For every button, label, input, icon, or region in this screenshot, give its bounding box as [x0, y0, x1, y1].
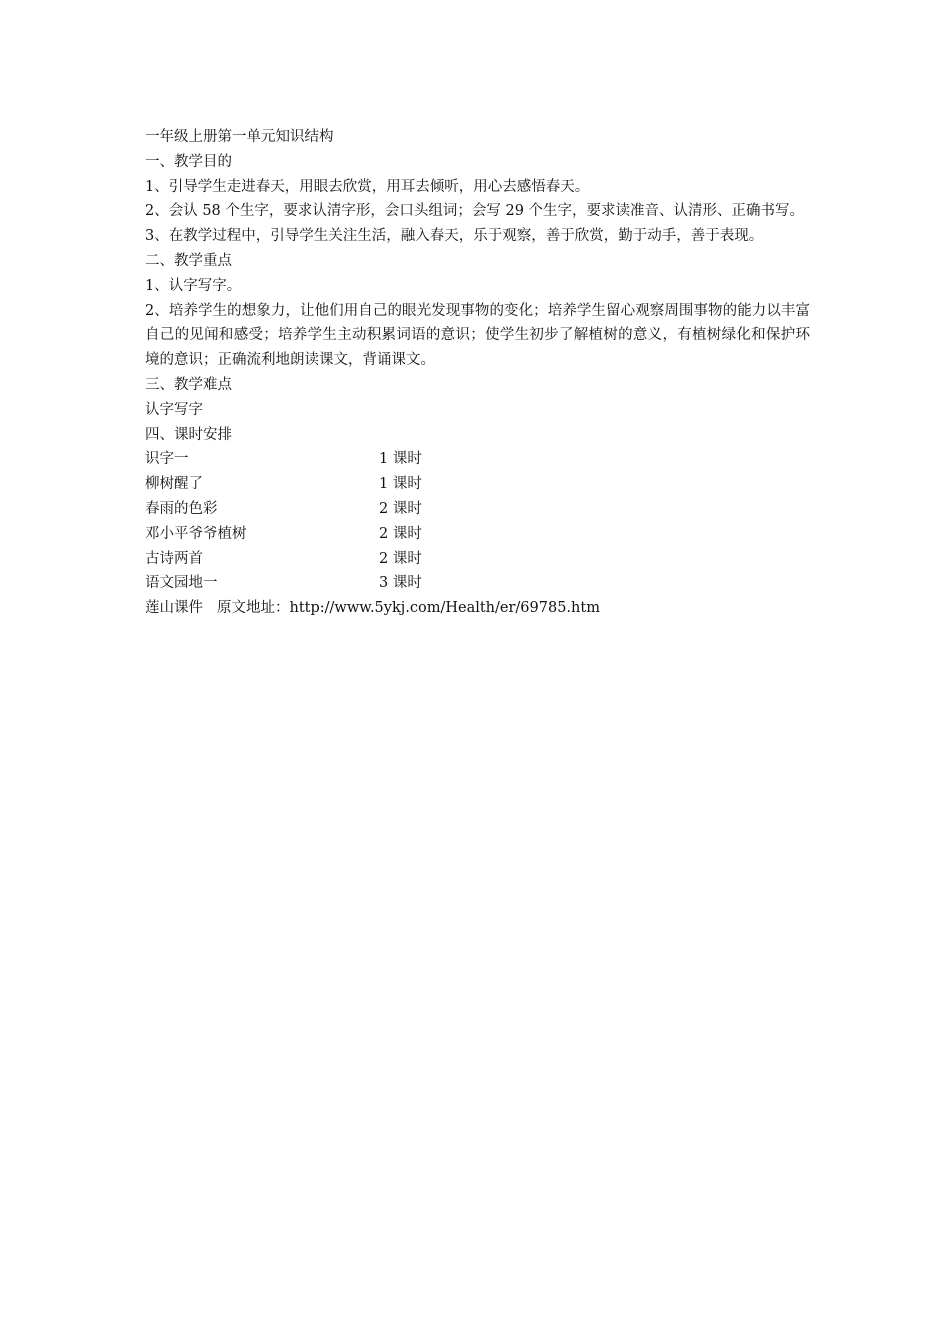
section-heading-objectives: 一、教学目的	[145, 153, 232, 170]
difficulty-text: 认字写字	[145, 401, 203, 418]
schedule-lesson-name: 邓小平爷爷植树	[145, 525, 247, 542]
schedule-lesson-name: 春雨的色彩	[145, 500, 218, 517]
schedule-row	[145, 547, 810, 572]
schedule-lesson-name: 古诗两首	[145, 550, 203, 567]
objective-item-3: 3、在教学过程中，引导学生关注生活，融入春天，乐于观察，善于欣赏，勤于动手，善于表现。	[145, 228, 764, 245]
document-title: 一年级上册第一单元知识结构	[145, 129, 334, 145]
schedule-lesson-hours: 2 课时	[379, 550, 422, 567]
schedule-lesson-hours: 1 课时	[379, 476, 422, 493]
schedule-lesson-hours: 3 课时	[379, 575, 422, 592]
schedule-lesson-name: 识字一	[145, 451, 189, 468]
schedule-lesson-hours: 2 课时	[379, 500, 422, 517]
document-content	[145, 125, 810, 621]
schedule-row	[145, 571, 810, 596]
source-label: 原文地址：	[217, 600, 290, 617]
section-heading-difficulties: 三、教学难点	[145, 376, 232, 393]
schedule-row	[145, 522, 810, 547]
schedule-lesson-hours: 2 课时	[379, 525, 422, 542]
source-url-link[interactable]: http://www.5ykj.com/Health/er/69785.htm	[289, 600, 600, 617]
schedule-lesson-name: 柳树醒了	[145, 476, 203, 493]
schedule-lesson-hours: 1 课时	[379, 451, 422, 468]
key-point-item-2: 2、培养学生的想象力，让他们用自己的眼光发现事物的变化；培养学生留心观察周围事物的能力以丰富自己的见闻和感受；培养学生主动积累词语的意识；使学生初步了解植树的意义，有植树绿化和保护环境的意识；正确流利地朗读课文，背诵课文。	[145, 302, 810, 369]
source-footer	[145, 596, 810, 621]
objective-item-2: 2、会认 58 个生字，要求认清字形，会口头组词；会写 29 个生字，要求读准音、认清形、正确书写。	[145, 203, 805, 220]
schedule-list	[145, 447, 810, 596]
schedule-row	[145, 472, 810, 497]
objective-item-1: 1、引导学生走进春天，用眼去欣赏，用耳去倾听，用心去感悟春天。	[145, 178, 590, 195]
section-heading-key-points: 二、教学重点	[145, 252, 232, 269]
key-point-item-1: 1、认字写字。	[145, 277, 242, 294]
source-site-name: 莲山课件	[145, 600, 203, 617]
schedule-row	[145, 497, 810, 522]
schedule-lesson-name: 语文园地一	[145, 575, 218, 592]
section-heading-schedule: 四、课时安排	[145, 426, 232, 443]
schedule-row	[145, 447, 810, 472]
